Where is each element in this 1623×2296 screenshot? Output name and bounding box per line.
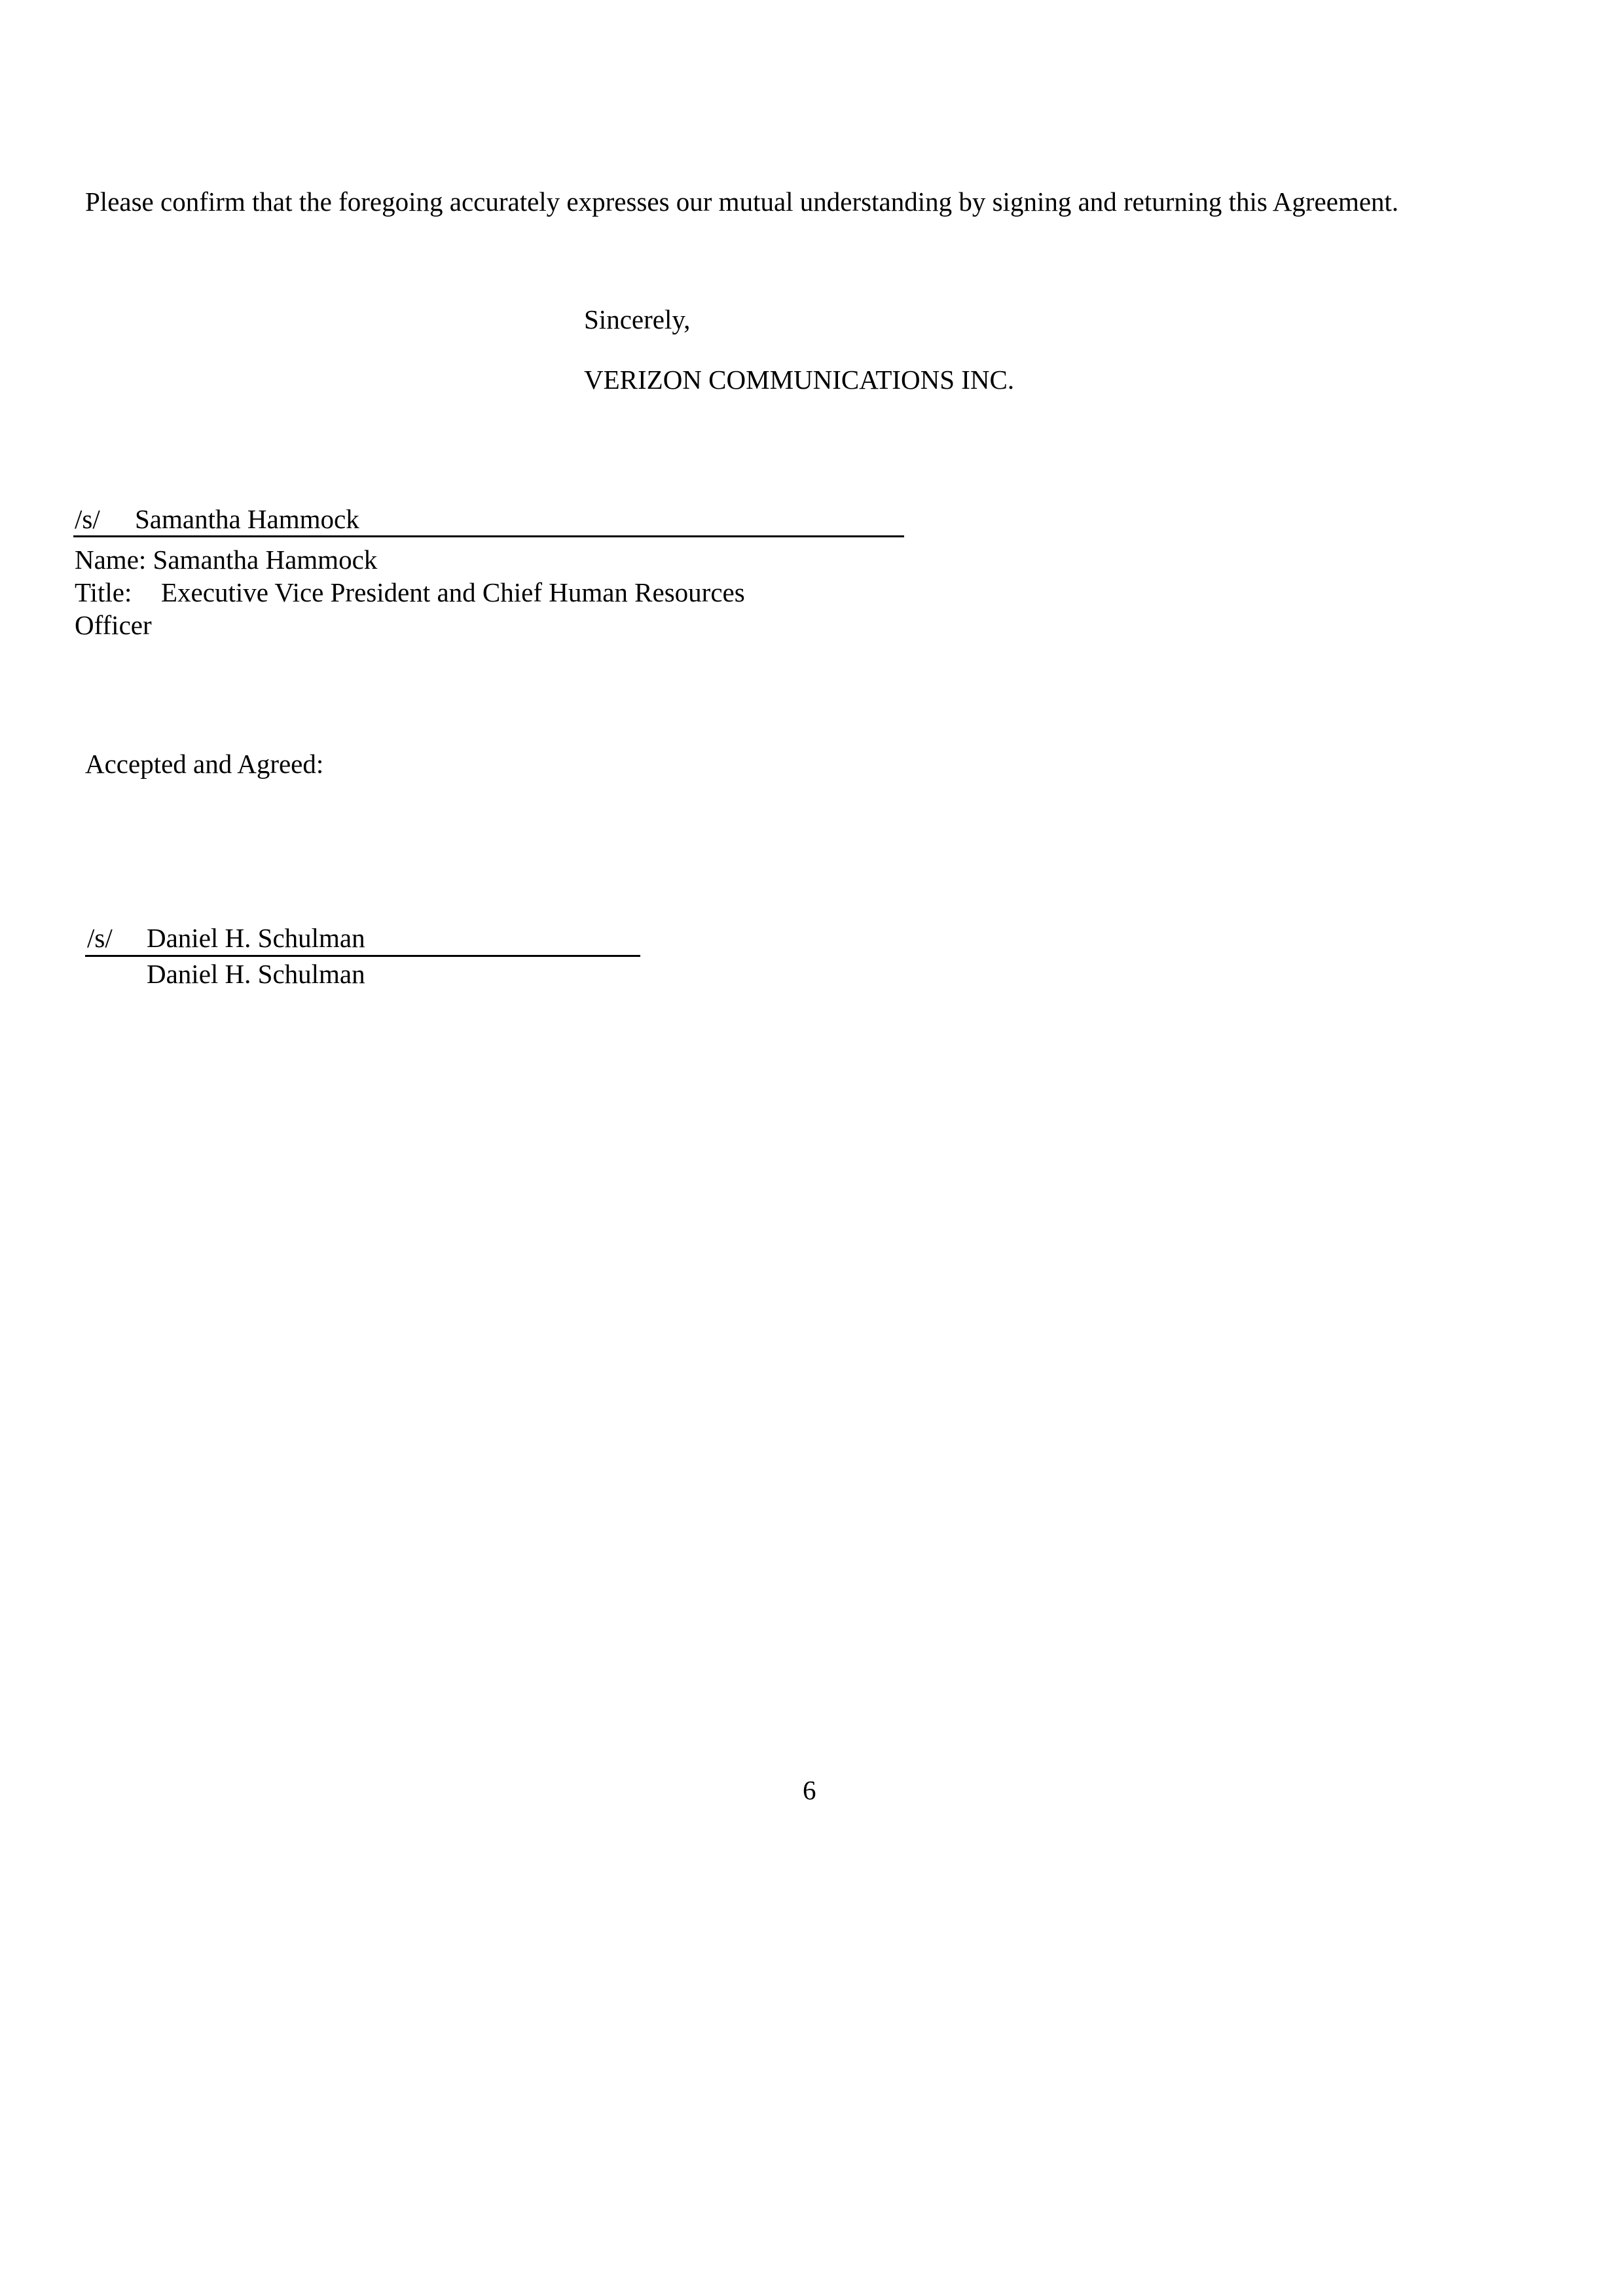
confirmation-paragraph: Please confirm that the foregoing accurately expresses our mutual understanding by signing and returning this Agreement.: [85, 187, 1399, 217]
acceptance-signature-line: [85, 955, 640, 957]
company-signature-line: [73, 535, 904, 537]
page-number: 6: [803, 1775, 816, 1805]
name-label: Name:: [75, 545, 147, 575]
name-value: Samantha Hammock: [153, 545, 378, 575]
acceptance-signed-name: Daniel H. Schulman: [147, 923, 365, 953]
company-name: VERIZON COMMUNICATIONS INC.: [584, 365, 1015, 395]
acceptance-heading: Accepted and Agreed:: [85, 749, 324, 779]
title-value-line1: Executive Vice President and Chief Human Resources: [161, 577, 745, 607]
closing-text: Sincerely,: [584, 304, 691, 334]
acceptance-printed-name: Daniel H. Schulman: [147, 959, 365, 989]
title-label: Title:: [75, 577, 132, 607]
acceptance-sig-mark: /s/: [87, 923, 113, 953]
title-value-line2: Officer: [75, 610, 152, 640]
company-signed-name: Samantha Hammock: [135, 504, 359, 534]
company-sig-mark: /s/: [75, 504, 100, 534]
company-name-label: [75, 543, 377, 576]
